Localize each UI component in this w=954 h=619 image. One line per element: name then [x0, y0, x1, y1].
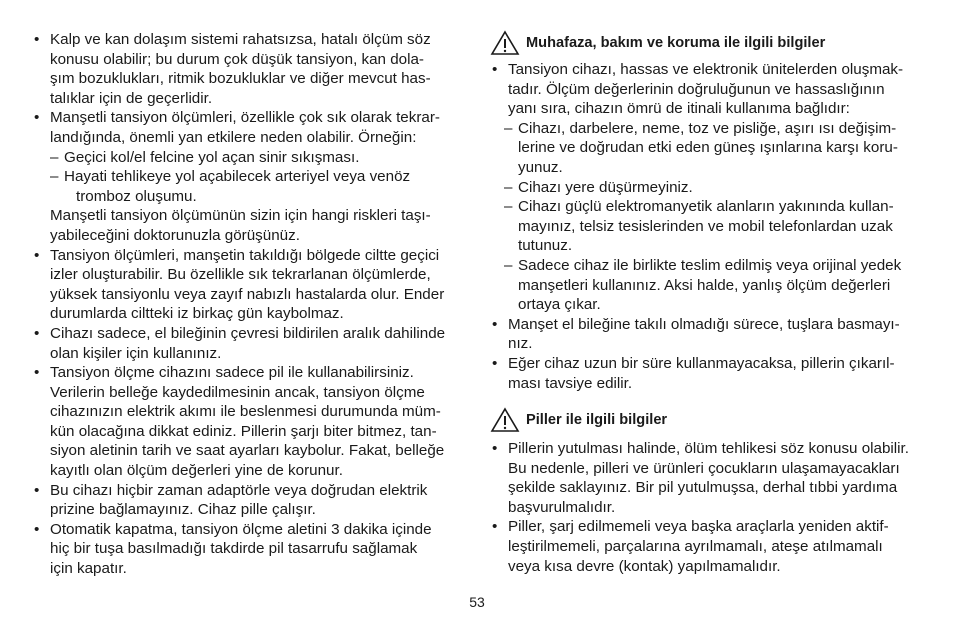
text-line: prizine bağlamayınız. Cihaz pille çalışır. — [50, 501, 316, 519]
text-line: Tansiyon cihazı, hassas ve elektronik ünitelerden oluşmak- — [508, 61, 904, 78]
text-line: tadır. Ölçüm değerlerinin doğruluğunun ve hassaslığının — [508, 80, 885, 98]
bullet-item — [32, 363, 468, 481]
text-line: izler oluşturabilir. Bu özellikle sık tekrarlanan ölçümlerde, — [50, 266, 431, 284]
text-line: landığında, önemli yan etkilere neden olabilir. Örneğin: — [50, 128, 417, 146]
text-line: Tansiyon ölçümleri, manşetin takıldığı bölgede ciltte geçici — [50, 246, 440, 264]
bullet-dot: • — [34, 31, 40, 48]
text-line: Otomatik kapatma, tansiyon ölçme aletini 3 dakika içinde — [50, 520, 432, 538]
bullet-item — [32, 30, 468, 108]
text-line: kayıtlı olan ölçüm değerleri yine de korunur. — [50, 462, 343, 480]
dash-mark: – — [504, 256, 513, 274]
text-line: Eğer cihaz uzun bir süre kullanmayacaksa, pillerin çıkarıl- — [508, 354, 895, 372]
text-line: Pillerin yutulması halinde, ölüm tehlikesi söz konusu olabilir. — [508, 440, 909, 458]
section-heading — [490, 407, 922, 433]
text-line: Manşetli tansiyon ölçümünün sizin için hangi riskleri taşı- — [50, 207, 431, 225]
text-line: şekilde saklayınız. Bir pil yutulmuşsa, derhal tıbbi yardıma — [508, 479, 898, 497]
text-line: ortaya çıkar. — [518, 296, 601, 314]
bullet-item — [32, 246, 468, 324]
warning-triangle-icon — [490, 407, 520, 433]
text-line: Hayati tehlikeye yol açabilecek arteriyel veya venöz — [64, 168, 411, 186]
bullet-item — [32, 108, 468, 245]
text-line: konusu olabilir; bu durum çok düşük tansiyon, kan dola- — [50, 50, 424, 68]
text-line: Sadece cihaz ile birlikte teslim edilmiş veya orijinal yedek — [518, 256, 902, 274]
text-line: yüksek tansiyonlu veya zayıf nabızlı hastalarda olur. Ender — [50, 285, 445, 303]
text-line: ması tavsiye edilir. — [508, 374, 633, 392]
text-line: Bu nedenle, pilleri ve ürünleri çocukların ulaşamayacakları — [508, 459, 900, 477]
bullet-item — [490, 439, 922, 517]
dash-mark: – — [50, 168, 59, 186]
text-line: Manşetli tansiyon ölçümleri, özellikle çok sık olarak tekrar- — [50, 109, 440, 127]
bullet-item — [490, 354, 922, 393]
text-line: Verilerin belleğe kaydedilmesinin ancak, tansiyon ölçme — [50, 383, 425, 401]
dash-mark: – — [504, 178, 513, 196]
text-line: talıklar için de geçerlidir. — [50, 89, 213, 107]
dash-mark: – — [504, 119, 513, 137]
bullet-item — [490, 60, 922, 315]
text-line: şım bozuklukları, ritmik bozukluklar ve diğer mevcut has- — [50, 70, 431, 88]
bullet-dot: • — [492, 61, 498, 78]
heading-text: Muhafaza, bakım ve koruma ile ilgili bilgiler — [526, 35, 826, 51]
bullet-dot: • — [34, 364, 40, 382]
text-line: tutunuz. — [518, 237, 573, 255]
text-line: Cihazı sadece, el bileğinin çevresi bildirilen aralık dahilinde — [50, 324, 446, 342]
bullet-dot: • — [492, 315, 498, 333]
text-line: başvurulmalıdır. — [508, 498, 616, 516]
text-line: yunuz. — [518, 158, 563, 176]
text-line: yanı sıra, cihazın ömrü de itinali kullanıma bağlıdır: — [508, 100, 850, 118]
bullet-item — [490, 517, 922, 576]
bullet-item — [490, 315, 922, 354]
left-column — [32, 30, 468, 579]
heading-text: Piller ile ilgili bilgiler — [526, 412, 668, 429]
bullet-dot: • — [492, 518, 498, 536]
bullet-dot: • — [34, 520, 40, 538]
bullet-item — [32, 481, 468, 520]
bullet-dot: • — [34, 481, 40, 499]
bullet-dot: • — [34, 324, 40, 342]
text-line: yabileceğini doktorunuzla görüşünüz. — [50, 226, 300, 244]
text-line: Cihazı yere düşürmeyiniz. — [518, 178, 693, 196]
section-heading — [490, 30, 922, 56]
bullet-dot: • — [492, 354, 498, 372]
bullet-dot: • — [34, 109, 40, 127]
text-line: Cihazı, darbelere, neme, toz ve pisliğe, aşırı ısı değişim- — [518, 119, 897, 137]
text-line: veya kısa devre (kontak) yapılmamalıdır. — [508, 557, 781, 575]
text-line: Tansiyon ölçme cihazını sadece pil ile kullanabilirsiniz. — [50, 364, 414, 382]
text-line: Manşet el bileğine takılı olmadığı sürece, tuşlara basmayı- — [508, 315, 900, 333]
text-line: lerine ve doğrudan etki eden güneş ışınlarına karşı koru- — [518, 139, 898, 157]
text-line: nız. — [508, 335, 533, 353]
text-line: Kalp ve kan dolaşım sistemi rahatsızsa, hatalı ölçüm söz — [50, 31, 431, 48]
text-line: olan kişiler için kullanınız. — [50, 344, 222, 362]
text-line: için kapatır. — [50, 560, 127, 578]
text-line: cihazınızın elektrik akımı ile beslenmesi durumunda müm- — [50, 403, 441, 421]
bullet-item — [32, 324, 468, 363]
bullet-dot: • — [34, 246, 40, 264]
dash-mark: – — [504, 198, 513, 216]
page-number: 53 — [469, 594, 485, 610]
bullet-item — [32, 520, 468, 579]
text-line: Bu cihazı hiçbir zaman adaptörle veya doğrudan elektrik — [50, 481, 428, 499]
text-line: tromboz oluşumu. — [76, 187, 197, 205]
right-column — [490, 30, 922, 576]
text-line: mayınız, telsiz tesislerinden ve mobil telefonlardan uzak — [518, 217, 893, 235]
warning-triangle-icon — [490, 30, 520, 56]
text-line: Geçici kol/el felcine yol açan sinir sıkışması. — [64, 148, 360, 166]
text-line: kün olacağına dikkat ediniz. Pillerin şarjı biter bitmez, tan- — [50, 422, 437, 440]
text-line: siyon aletinin tarih ve saat ayarları kaybolur. Fakat, belleğe — [50, 442, 445, 460]
text-line: hiç bir tuşa basılmadığı takdirde pil tasarrufu sağlamak — [50, 540, 418, 558]
dash-mark: – — [50, 148, 59, 166]
text-line: Piller, şarj edilmemeli veya başka araçlarla yeniden aktif- — [508, 518, 889, 536]
text-line: durumlarda ciltteki iz birkaç gün kaybolmaz. — [50, 305, 344, 323]
text-line: leştirilmemeli, parçalarına ayrılmamalı, ateşe atılmamalı — [508, 538, 883, 556]
text-line: Cihazı güçlü elektromanyetik alanların yakınında kullan- — [518, 198, 894, 216]
text-line: manşetleri kullanınız. Aksi halde, yanlış ölçüm değerleri — [518, 276, 891, 294]
bullet-dot: • — [492, 440, 498, 458]
